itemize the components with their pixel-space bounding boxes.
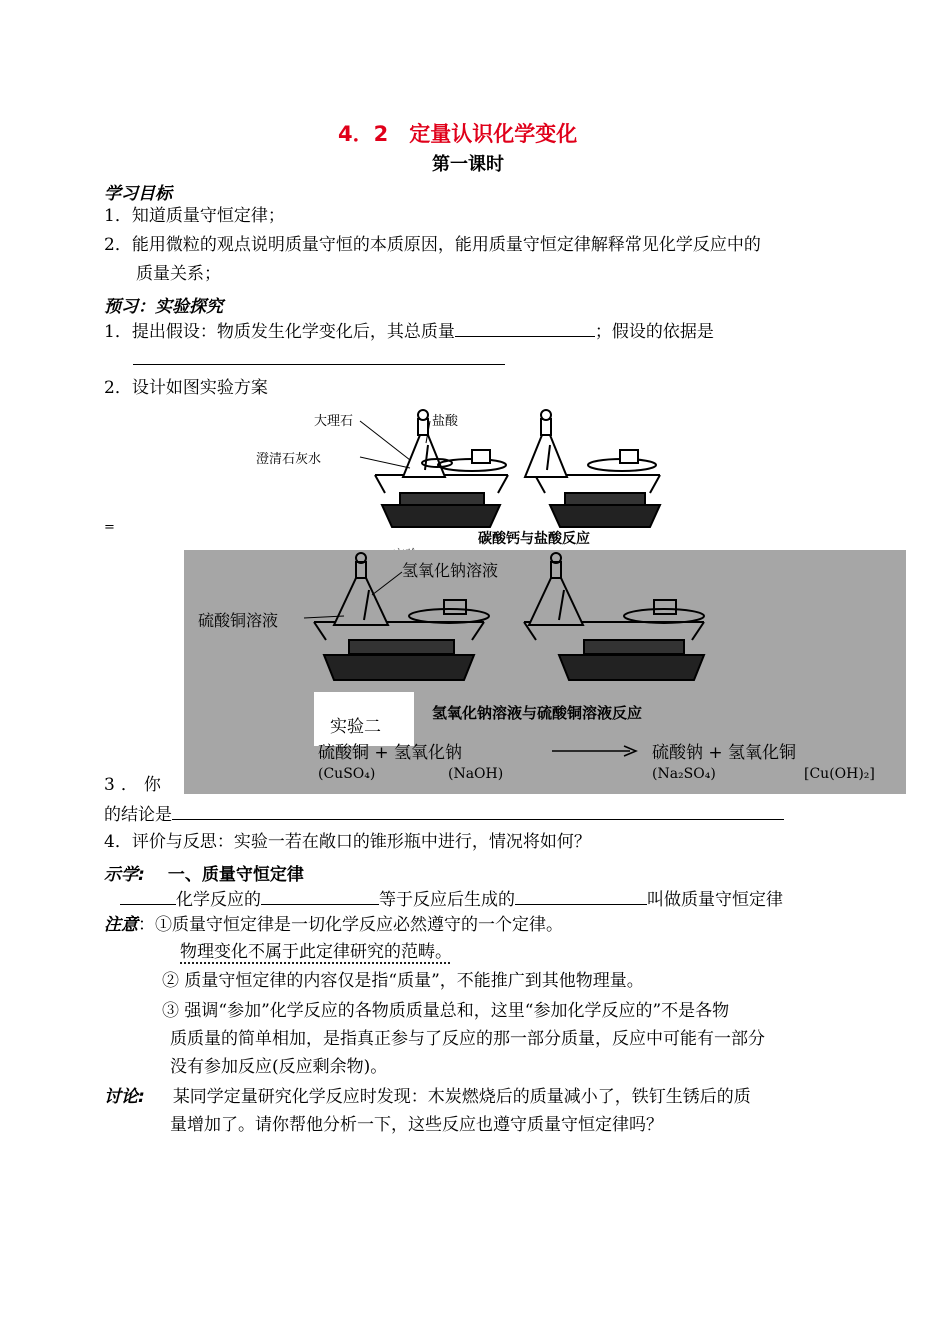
- answer-blank-total-mass[interactable]: [455, 320, 595, 337]
- question-3-conclusion: 的结论是: [104, 805, 172, 825]
- figure-balance-experiment-2: [184, 550, 906, 794]
- question-1-text: 1．提出假设：物质发生化学变化后，其总质量: [104, 322, 455, 342]
- objective-1: 1．知道质量守恒定律；: [104, 206, 285, 226]
- note-1-text: ：①质量守恒定律是一切化学反应必然遵守的一个定律。: [138, 915, 563, 935]
- label-cuso4-solution: 硫酸铜溶液: [198, 611, 279, 630]
- formula-cuoh2: [Cu(OH)₂]: [804, 766, 875, 782]
- discussion-cont: 量增加了。请你帮他分析一下，这些反应也遵守质量守恒定律吗？: [170, 1115, 663, 1135]
- stray-equals: =: [104, 520, 115, 535]
- question-2: 2．设计如图实验方案: [104, 378, 268, 398]
- note-1-cont: 物理变化不属于此定律研究的范畴。: [180, 942, 452, 962]
- objectives-heading: 学习目标: [104, 184, 172, 204]
- note-3-cont: 质质量的简单相加，是指真正参与了反应的那一部分质量，反应中可能有一部分: [170, 1029, 765, 1049]
- question-1: [104, 320, 714, 343]
- formula-naoh: (NaOH): [448, 766, 504, 782]
- discussion-label: 讨论:: [104, 1087, 145, 1107]
- note-2: ② 质量守恒定律的内容仅是指“质量”，不能推广到其他物理量。: [162, 971, 644, 991]
- answer-blank-law-1[interactable]: [120, 888, 176, 905]
- reaction-arrow-icon: [552, 744, 638, 758]
- figure-balance-experiment-1: [250, 405, 670, 535]
- formula-cuso4: (CuSO₄): [318, 766, 376, 782]
- label-naoh-solution: 氢氧化钠溶液: [402, 561, 499, 580]
- page-subtitle: 第一课时: [432, 154, 504, 175]
- teach-heading-row: [104, 860, 304, 885]
- section-heading: 一、质量守恒定律: [167, 865, 304, 885]
- answer-blank-law-2[interactable]: [261, 888, 379, 905]
- equation-right: 硫酸钠 + 氢氧化铜: [652, 743, 797, 763]
- figure-1-caption: 碳酸钙与盐酸反应: [478, 531, 590, 547]
- experiment-2-label: 实验二: [330, 717, 381, 737]
- discussion-text: 某同学定量研究化学反应时发现：木炭燃烧后的质量减小了，铁钉生锈后的质: [172, 1087, 751, 1107]
- note-1: [104, 914, 563, 936]
- answer-blank-conclusion[interactable]: [172, 803, 784, 820]
- answer-blank-law-3[interactable]: [515, 888, 647, 905]
- question-4: 4．评价与反思：实验一若在敞口的锥形瓶中进行，情况将如何？: [104, 832, 591, 852]
- teach-heading: 示学:: [104, 865, 145, 885]
- objective-2: 2．能用微粒的观点说明质量守恒的本质原因，能用质量守恒定律解释常见化学反应中的: [104, 235, 761, 255]
- objective-2-cont: 质量关系；: [136, 264, 221, 284]
- preview-heading: 预习：实验探究: [104, 297, 223, 317]
- note-3-end: 没有参加反应(反应剩余物)。: [170, 1057, 388, 1077]
- question-3-cont: [104, 803, 784, 826]
- label-hydrochloric-acid: 盐酸: [432, 414, 459, 429]
- figure-2-caption: 氢氧化钠溶液与硫酸铜溶液反应: [432, 704, 643, 722]
- page-title: 4．2 定量认识化学变化: [338, 122, 578, 146]
- answer-blank-basis[interactable]: [133, 364, 505, 365]
- note-label: 注意: [104, 915, 138, 935]
- law-part-b: 等于反应后生成的: [379, 890, 515, 910]
- law-part-a: 化学反应的: [176, 890, 261, 910]
- law-definition: [120, 888, 783, 911]
- question-3: 3．你: [104, 775, 167, 795]
- label-marble: 大理石: [314, 414, 354, 429]
- discussion: [104, 1086, 751, 1108]
- law-part-c: 叫做质量守恒定律: [647, 890, 783, 910]
- label-limewater: 澄清石灰水: [256, 452, 322, 467]
- note-3: ③ 强调“参加”化学反应的各物质质量总和，这里“参加化学反应的”不是各物: [162, 1001, 730, 1021]
- formula-na2so4: (Na₂SO₄): [652, 766, 716, 782]
- equation-left: 硫酸铜 + 氢氧化钠: [318, 743, 463, 763]
- question-1-mid: ；假设的依据是: [594, 322, 714, 342]
